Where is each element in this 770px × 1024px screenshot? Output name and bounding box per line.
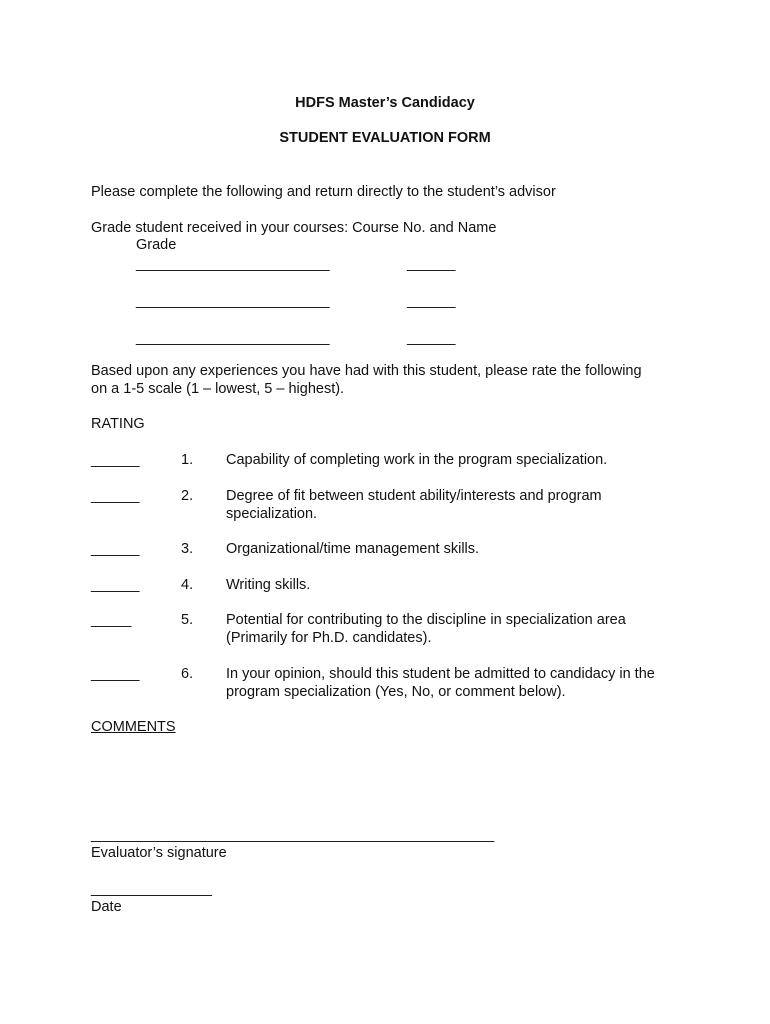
- rating-number-2: 2.: [181, 488, 194, 504]
- rating-number-6: 6.: [181, 666, 194, 682]
- grade-blank-2[interactable]: ______: [407, 293, 456, 309]
- form-subtitle: STUDENT EVALUATION FORM: [279, 130, 491, 146]
- rating-text-6a: In your opinion, should this student be admitted to candidacy in the: [226, 666, 655, 682]
- rating-blank-2[interactable]: ______: [91, 488, 140, 504]
- rating-blank-1[interactable]: ______: [91, 452, 140, 468]
- date-blank[interactable]: _______________: [91, 881, 212, 897]
- rating-heading: RATING: [91, 416, 145, 432]
- signature-blank[interactable]: __________________________________________________: [91, 827, 495, 843]
- rating-blank-4[interactable]: ______: [91, 577, 140, 593]
- rating-text-5a: Potential for contributing to the discipline in specialization area: [226, 612, 626, 628]
- course-blank-1[interactable]: ________________________: [136, 256, 330, 272]
- form-title: HDFS Master’s Candidacy: [295, 95, 475, 111]
- comments-heading: COMMENTS: [91, 719, 176, 735]
- course-blank-3[interactable]: ________________________: [136, 330, 330, 346]
- grade-blank-3[interactable]: ______: [407, 330, 456, 346]
- course-blank-2[interactable]: ________________________: [136, 293, 330, 309]
- rating-text-1: Capability of completing work in the program specialization.: [226, 452, 608, 468]
- courses-label: Grade student received in your courses: Course No. and Name: [91, 220, 497, 236]
- rating-number-3: 3.: [181, 541, 194, 557]
- rating-blank-3[interactable]: ______: [91, 541, 140, 557]
- rating-text-4: Writing skills.: [226, 577, 311, 593]
- rating-intro-line-1: Based upon any experiences you have had with this student, please rate the following: [91, 363, 642, 379]
- date-label: Date: [91, 899, 122, 915]
- rating-blank-6[interactable]: ______: [91, 666, 140, 682]
- signature-label: Evaluator’s signature: [91, 845, 227, 861]
- instructions-text: Please complete the following and return directly to the student’s advisor: [91, 184, 556, 200]
- grade-label: Grade: [136, 237, 177, 253]
- rating-text-5b: (Primarily for Ph.D. candidates).: [226, 630, 432, 646]
- rating-text-3: Organizational/time management skills.: [226, 541, 480, 557]
- rating-blank-5[interactable]: _____: [91, 612, 132, 628]
- rating-text-2b: specialization.: [226, 506, 318, 522]
- rating-text-2a: Degree of fit between student ability/interests and program: [226, 488, 602, 504]
- grade-blank-1[interactable]: ______: [407, 256, 456, 272]
- rating-number-1: 1.: [181, 452, 194, 468]
- rating-number-4: 4.: [181, 577, 194, 593]
- rating-intro-line-2: on a 1-5 scale (1 – lowest, 5 – highest).: [91, 381, 345, 397]
- rating-text-6b: program specialization (Yes, No, or comment below).: [226, 684, 566, 700]
- rating-number-5: 5.: [181, 612, 194, 628]
